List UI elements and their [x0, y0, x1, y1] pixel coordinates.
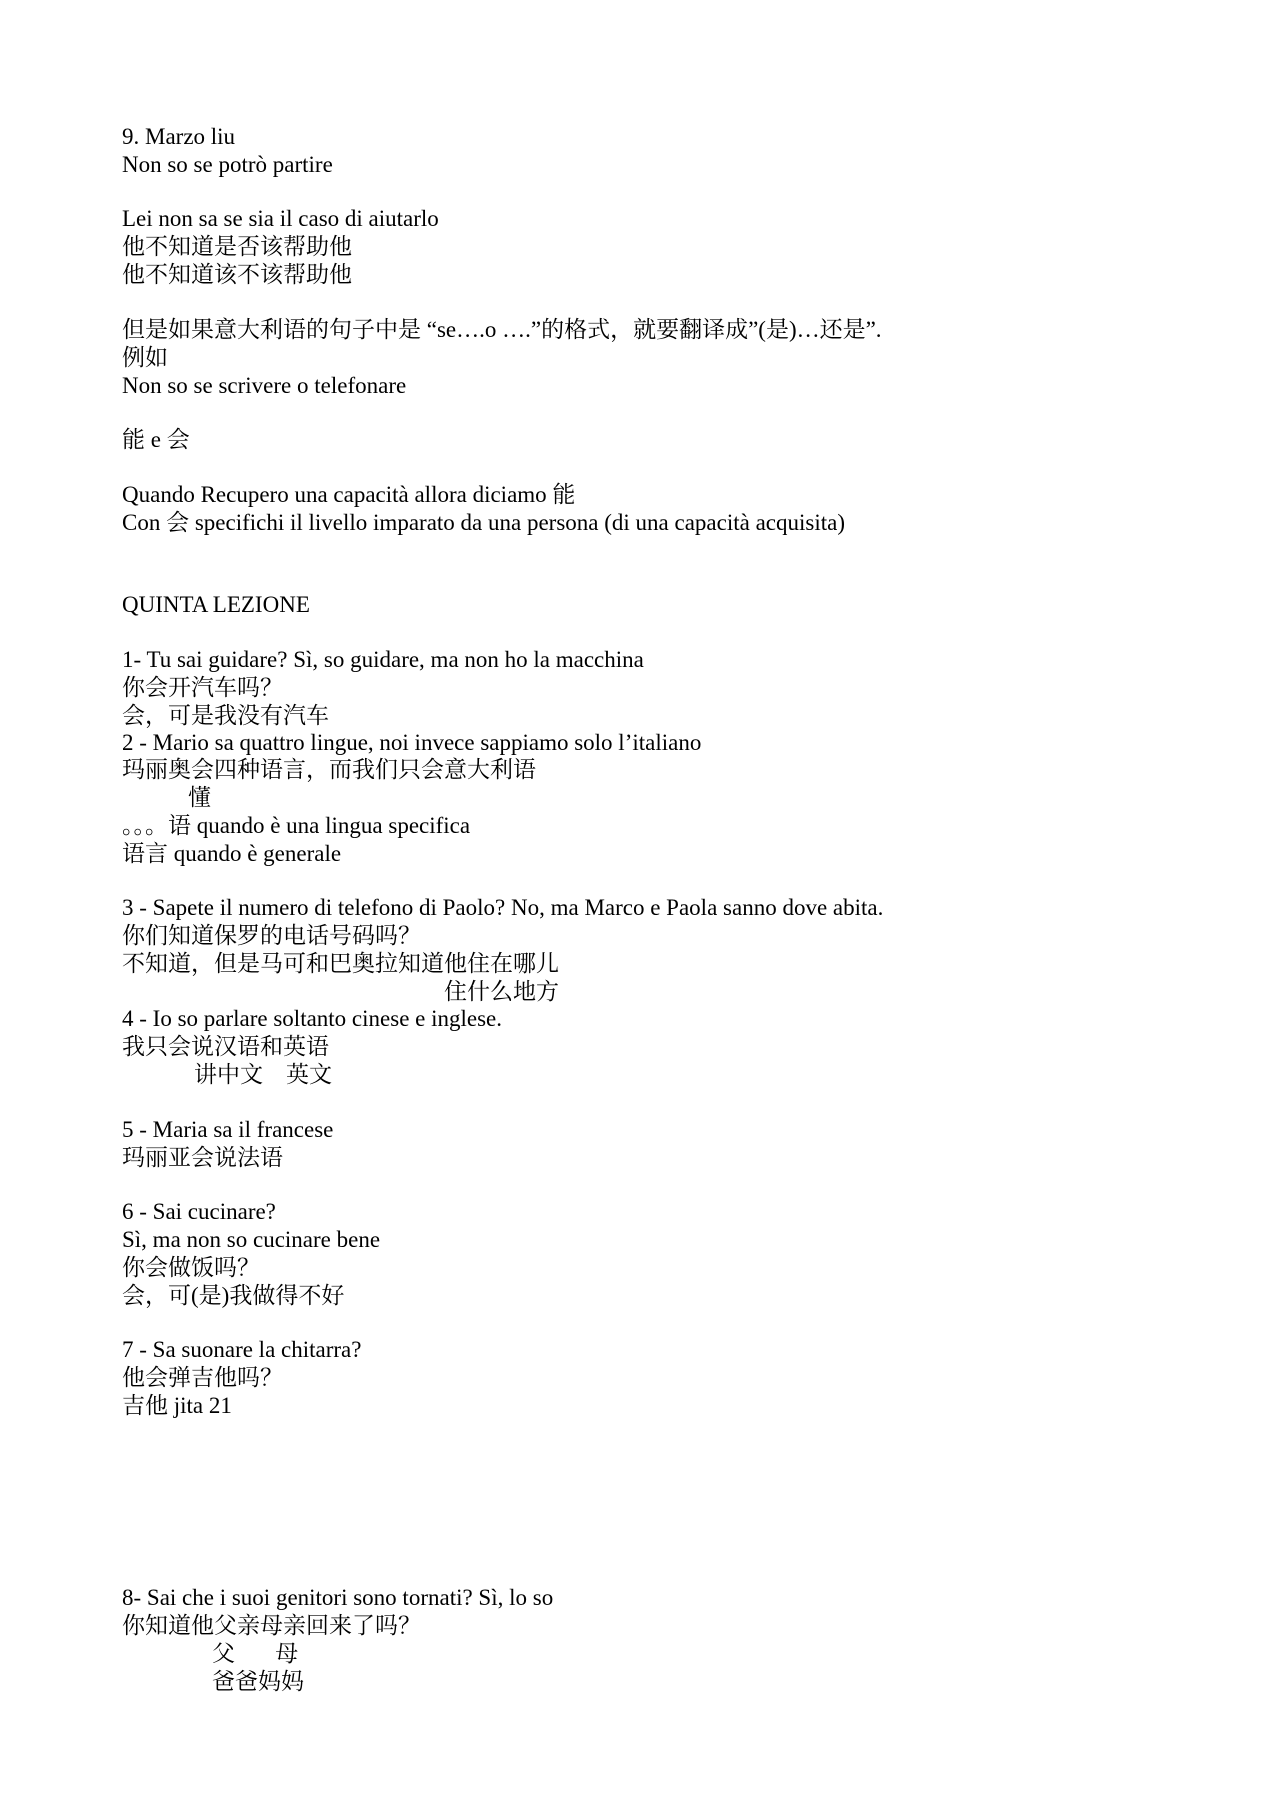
text-line: 3 - Sapete il numero di telefono di Paolo? No, ma Marco e Paola sanno dove abita.	[122, 895, 884, 920]
text-line: 9. Marzo liu	[122, 124, 236, 149]
text-line: 我只会说汉语和英语	[122, 1034, 329, 1059]
text-line: Non so se scrivere o telefonare	[122, 373, 407, 398]
text-line: 住什么地方	[444, 979, 559, 1004]
text-line: 5 - Maria sa il francese	[122, 1117, 334, 1142]
text-line: 。。。语 quando è una lingua specifica	[122, 813, 471, 838]
text-line: 他不知道是否该帮助他	[122, 234, 352, 259]
text-line: 7 - Sa suonare la chitarra?	[122, 1337, 362, 1362]
text-line: 爸爸妈妈	[212, 1669, 304, 1694]
text-line: 你们知道保罗的电话号码吗？	[122, 923, 421, 948]
text-line: 玛丽奥会四种语言，而我们只会意大利语	[122, 757, 536, 782]
text-line: 不知道，但是马可和巴奥拉知道他住在哪儿	[122, 951, 559, 976]
section-heading: QUINTA LEZIONE	[122, 592, 310, 617]
text-line: 4 - Io so parlare soltanto cinese e inglese.	[122, 1006, 503, 1031]
text-line: 会，可是我没有汽车	[122, 703, 329, 728]
text-line: 1- Tu sai guidare? Sì, so guidare, ma non ho la macchina	[122, 647, 644, 672]
text-line: 会，可(是)我做得不好	[122, 1283, 345, 1308]
text-line: Sì, ma non so cucinare bene	[122, 1227, 381, 1252]
text-line: 你知道他父亲母亲回来了吗？	[122, 1613, 421, 1638]
text-line: 语言 quando è generale	[122, 841, 342, 866]
text-line: 懂	[188, 785, 211, 810]
text-line: 你会做饭吗？	[122, 1255, 260, 1280]
text-line: Con 会 specifichi il livello imparato da una persona (di una capacità acquisita)	[122, 510, 845, 535]
text-line: 他会弹吉他吗？	[122, 1365, 283, 1390]
text-line: 6 - Sai cucinare?	[122, 1199, 276, 1224]
text-line: 你会开汽车吗？	[122, 675, 283, 700]
text-line: 玛丽亚会说法语	[122, 1145, 283, 1170]
text-line: 能 e 会	[122, 427, 190, 452]
text-line: 2 - Mario sa quattro lingue, noi invece sappiamo solo l’italiano	[122, 730, 702, 755]
text-line: 他不知道该不该帮助他	[122, 262, 352, 287]
text-line: 例如	[122, 345, 168, 370]
text-line: 8- Sai che i suoi genitori sono tornati? Sì, lo so	[122, 1585, 554, 1610]
text-line: Non so se potrò partire	[122, 152, 333, 177]
text-line: 吉他 jita 21	[122, 1393, 232, 1418]
text-line: 讲中文 英文	[194, 1062, 332, 1087]
text-line: Quando Recupero una capacità allora diciamo 能	[122, 482, 576, 507]
text-line: Lei non sa se sia il caso di aiutarlo	[122, 206, 439, 231]
text-line: 父 母	[212, 1641, 299, 1666]
text-line: 但是如果意大利语的句子中是 “se….o ….”的格式，就要翻译成”(是)…还是”.	[122, 317, 882, 342]
